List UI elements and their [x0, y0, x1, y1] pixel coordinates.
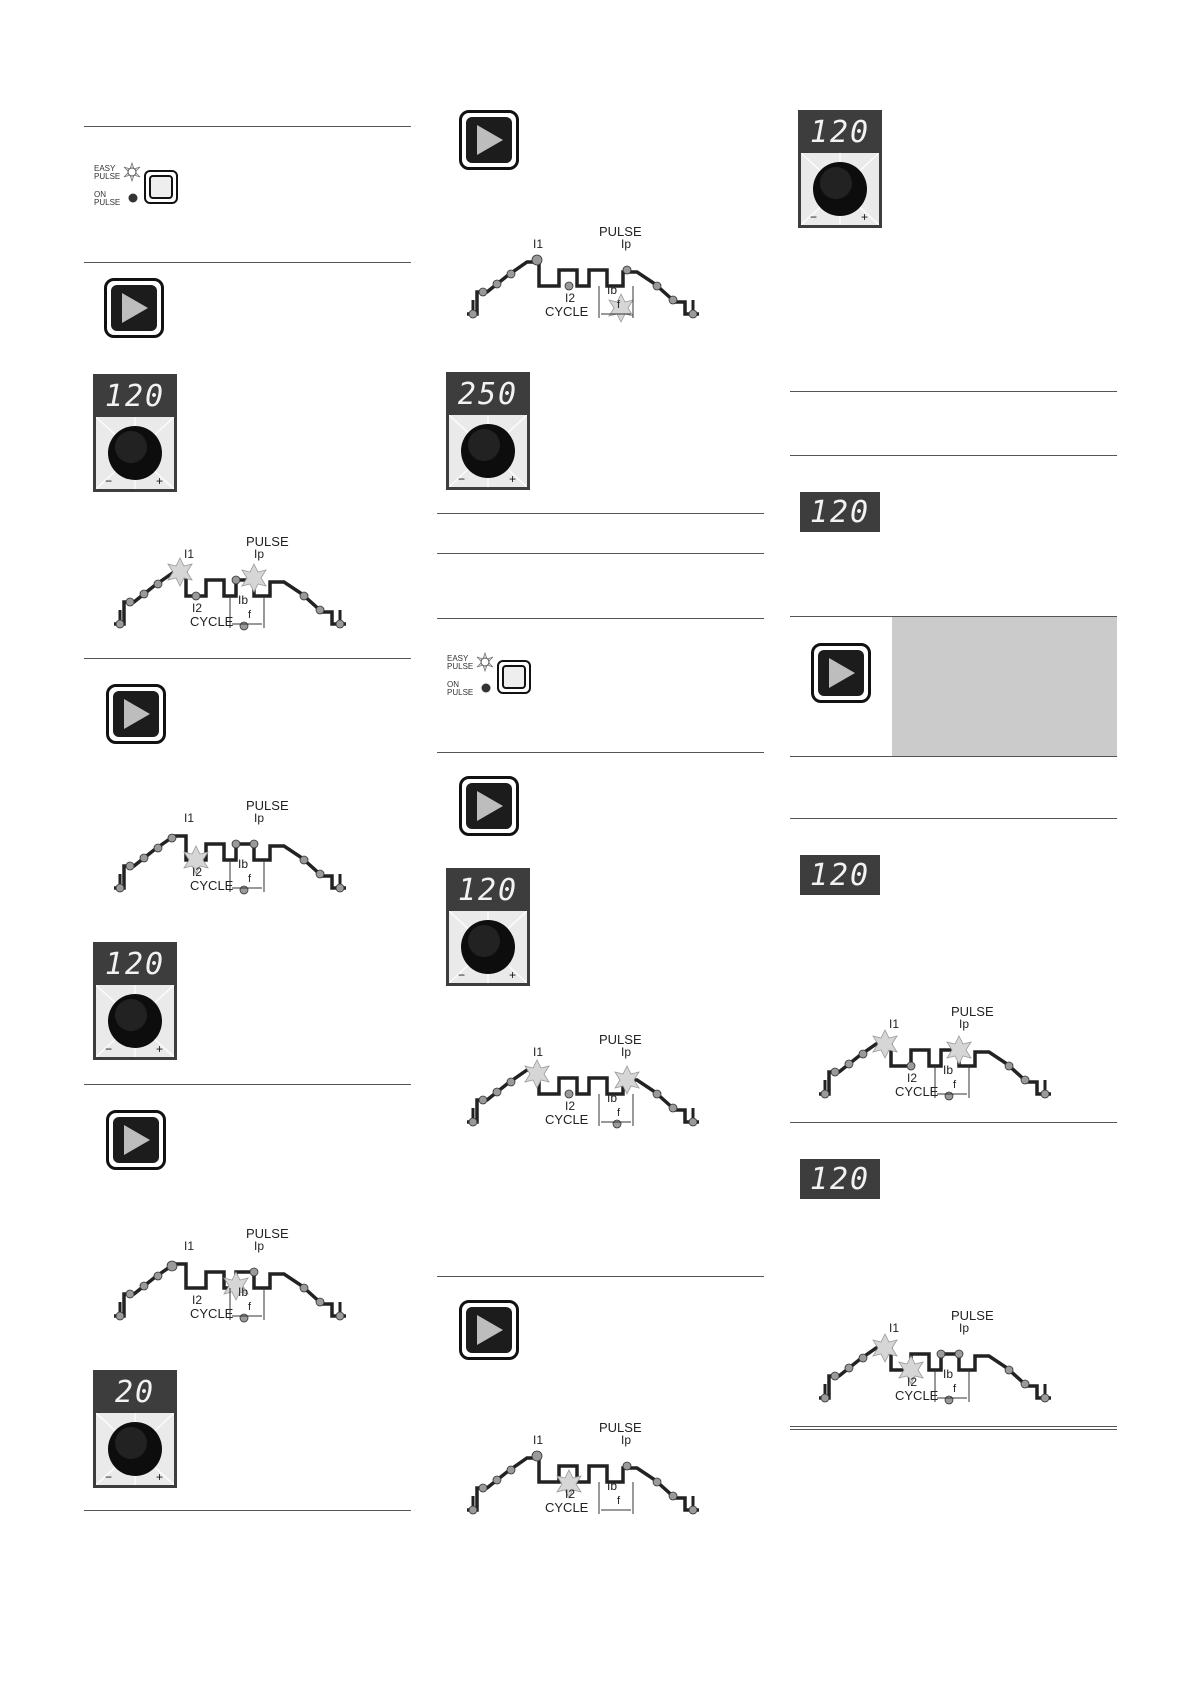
- waveform-diagram: [813, 1004, 1095, 1104]
- divider: [790, 756, 1117, 757]
- divider-double: [790, 1426, 1117, 1430]
- waveform-diagram: [108, 534, 390, 634]
- svg-text:I2: I2: [907, 1375, 918, 1389]
- svg-text:+: +: [156, 474, 164, 488]
- play-icon: [120, 1123, 152, 1157]
- on-pulse-label: ON PULSE: [94, 190, 121, 207]
- play-button[interactable]: [106, 684, 166, 744]
- svg-text:I1: I1: [184, 1239, 195, 1253]
- easy-pulse-label: EASY PULSE: [447, 654, 474, 671]
- divider: [84, 658, 411, 659]
- led-icon: [127, 192, 139, 204]
- knob-panel[interactable]: [93, 942, 177, 1060]
- waveform-diagram: [813, 1308, 1095, 1408]
- led-icon: [475, 652, 495, 672]
- svg-text:PULSE: PULSE: [951, 1004, 994, 1019]
- easy-pulse-control: [94, 162, 184, 212]
- svg-text:Ib: Ib: [607, 1479, 618, 1493]
- knob-icon[interactable]: [801, 153, 879, 225]
- svg-text:I2: I2: [192, 1293, 203, 1307]
- digital-display: 120: [800, 112, 880, 152]
- svg-text:I2: I2: [907, 1071, 918, 1085]
- spark-highlight-icon: [609, 294, 633, 322]
- svg-text:−: −: [105, 1470, 113, 1484]
- svg-text:CYCLE: CYCLE: [545, 304, 589, 319]
- svg-text:Ip: Ip: [959, 1321, 970, 1335]
- play-button[interactable]: [104, 278, 164, 338]
- divider: [790, 1122, 1117, 1123]
- svg-text:I2: I2: [565, 1099, 576, 1113]
- svg-text:Ib: Ib: [238, 1285, 249, 1299]
- divider: [790, 818, 1117, 819]
- play-icon: [118, 291, 150, 325]
- divider: [84, 126, 411, 127]
- play-button[interactable]: [106, 1110, 166, 1170]
- svg-text:Ip: Ip: [621, 237, 632, 251]
- svg-text:f: f: [617, 1495, 621, 1507]
- svg-text:I1: I1: [889, 1017, 900, 1031]
- svg-text:f: f: [248, 1301, 252, 1313]
- svg-text:PULSE: PULSE: [599, 224, 642, 239]
- waveform-diagram: [461, 1032, 743, 1132]
- svg-text:Ib: Ib: [607, 283, 618, 297]
- on-pulse-label: ON PULSE: [447, 680, 474, 697]
- play-icon: [120, 697, 152, 731]
- svg-text:f: f: [617, 1107, 621, 1119]
- waveform-diagram: [461, 1420, 743, 1520]
- svg-text:Ib: Ib: [238, 857, 249, 871]
- svg-text:I2: I2: [565, 1487, 576, 1501]
- svg-text:CYCLE: CYCLE: [545, 1500, 589, 1515]
- spark-highlight-icon: [242, 564, 266, 592]
- svg-text:PULSE: PULSE: [951, 1308, 994, 1323]
- svg-text:PULSE: PULSE: [246, 798, 289, 813]
- svg-text:+: +: [156, 1470, 164, 1484]
- svg-text:CYCLE: CYCLE: [895, 1084, 939, 1099]
- play-button[interactable]: [459, 110, 519, 170]
- digital-display: 120: [800, 492, 880, 532]
- easy-pulse-button[interactable]: [497, 660, 531, 694]
- svg-text:I2: I2: [565, 291, 576, 305]
- led-icon: [122, 162, 142, 182]
- svg-text:f: f: [248, 873, 252, 885]
- svg-text:I1: I1: [533, 237, 544, 251]
- easy-pulse-button[interactable]: [144, 170, 178, 204]
- knob-panel[interactable]: [446, 372, 530, 490]
- svg-text:I2: I2: [192, 601, 203, 615]
- digital-display: 250: [448, 374, 528, 414]
- svg-text:Ip: Ip: [621, 1045, 632, 1059]
- svg-text:+: +: [156, 1042, 164, 1056]
- svg-text:Ip: Ip: [254, 1239, 265, 1253]
- svg-text:−: −: [105, 1042, 113, 1056]
- svg-text:f: f: [248, 609, 252, 621]
- svg-text:Ib: Ib: [607, 1091, 618, 1105]
- knob-icon[interactable]: [96, 417, 174, 489]
- easy-pulse-control: [447, 652, 537, 702]
- svg-text:I1: I1: [184, 811, 195, 825]
- digital-display: 20: [95, 1372, 175, 1412]
- waveform-diagram: [108, 798, 390, 898]
- svg-text:−: −: [458, 968, 466, 982]
- waveform-diagram: [108, 1226, 390, 1326]
- waveform-diagram: [461, 224, 743, 324]
- svg-text:f: f: [617, 299, 621, 311]
- play-icon: [473, 1313, 505, 1347]
- divider: [437, 618, 764, 619]
- divider: [84, 1084, 411, 1085]
- svg-text:−: −: [458, 472, 466, 486]
- easy-pulse-label: EASY PULSE: [94, 164, 121, 181]
- svg-text:Ip: Ip: [254, 811, 265, 825]
- svg-text:−: −: [105, 474, 113, 488]
- knob-icon[interactable]: [449, 415, 527, 487]
- knob-panel[interactable]: [93, 1370, 177, 1488]
- svg-text:I1: I1: [533, 1433, 544, 1447]
- svg-text:I1: I1: [533, 1045, 544, 1059]
- svg-text:Ib: Ib: [943, 1063, 954, 1077]
- divider: [437, 553, 764, 554]
- divider: [84, 262, 411, 263]
- svg-text:+: +: [861, 210, 869, 224]
- digital-display: 120: [800, 1159, 880, 1199]
- digital-display: 120: [95, 376, 175, 416]
- svg-text:CYCLE: CYCLE: [190, 878, 234, 893]
- divider: [790, 391, 1117, 392]
- knob-panel[interactable]: [798, 110, 882, 228]
- divider: [790, 455, 1117, 456]
- svg-text:f: f: [953, 1383, 957, 1395]
- svg-text:I2: I2: [192, 865, 203, 879]
- svg-text:I1: I1: [184, 547, 195, 561]
- svg-text:CYCLE: CYCLE: [190, 1306, 234, 1321]
- svg-text:Ib: Ib: [943, 1367, 954, 1381]
- play-icon: [473, 789, 505, 823]
- svg-text:Ip: Ip: [621, 1433, 632, 1447]
- knob-icon[interactable]: [96, 1413, 174, 1485]
- digital-display: 120: [95, 944, 175, 984]
- svg-text:PULSE: PULSE: [246, 534, 289, 549]
- svg-text:CYCLE: CYCLE: [190, 614, 234, 629]
- play-icon: [825, 656, 857, 690]
- digital-display: 120: [800, 855, 880, 895]
- knob-icon[interactable]: [449, 911, 527, 983]
- digital-display: 120: [448, 870, 528, 910]
- divider: [84, 1510, 411, 1511]
- note-panel: [892, 617, 1117, 756]
- divider: [437, 1276, 764, 1277]
- svg-text:PULSE: PULSE: [599, 1420, 642, 1435]
- play-button[interactable]: [459, 1300, 519, 1360]
- svg-text:CYCLE: CYCLE: [895, 1388, 939, 1403]
- knob-panel[interactable]: [446, 868, 530, 986]
- svg-text:PULSE: PULSE: [246, 1226, 289, 1241]
- svg-text:Ib: Ib: [238, 593, 249, 607]
- divider: [437, 513, 764, 514]
- knob-icon[interactable]: [96, 985, 174, 1057]
- play-icon: [473, 123, 505, 157]
- svg-text:I1: I1: [889, 1321, 900, 1335]
- knob-panel[interactable]: [93, 374, 177, 492]
- divider: [437, 752, 764, 753]
- svg-text:PULSE: PULSE: [599, 1032, 642, 1047]
- svg-text:−: −: [810, 210, 818, 224]
- play-button[interactable]: [811, 643, 871, 703]
- svg-text:+: +: [509, 472, 517, 486]
- svg-text:f: f: [953, 1079, 957, 1091]
- svg-text:+: +: [509, 968, 517, 982]
- svg-text:Ip: Ip: [254, 547, 265, 561]
- led-icon: [480, 682, 492, 694]
- svg-text:CYCLE: CYCLE: [545, 1112, 589, 1127]
- svg-text:Ip: Ip: [959, 1017, 970, 1031]
- play-button[interactable]: [459, 776, 519, 836]
- spark-highlight-icon: [525, 1060, 549, 1088]
